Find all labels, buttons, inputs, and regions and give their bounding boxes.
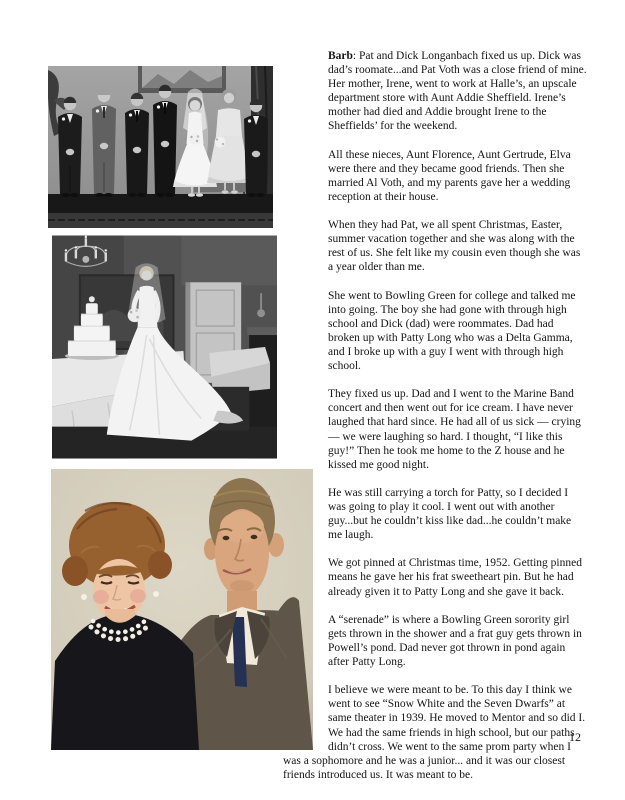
paragraph-text: : Pat and Dick Longanbach fixed us up. Dick was dad’s roomate...and Pat Voth was a close friend of mine. Her mother, Irene, went to work at Halle’s, an upscale department store with Aunt Addie Sheffield. Irene’s mother had died and Addie brought Irene to the Sheffields’ for the weekend. xyxy=(328,50,587,133)
paragraph: She went to Bowling Green for college and talked me into going. The boy she had gone with through high school and Dick (dad) were roommates. Dad had broken up with Patty Long who was a Delta Gamma, and I broke up with a guy I went with through high school. xyxy=(328,289,576,373)
couple-portrait-image xyxy=(51,469,313,750)
paragraph xyxy=(283,49,587,134)
wedding-party-group-photo xyxy=(48,66,273,228)
bride-beside-wedding-cake-photo xyxy=(52,235,277,459)
wedding-party-group-image xyxy=(48,66,273,228)
stage-floor xyxy=(48,194,273,228)
speaker-name: Barb xyxy=(328,50,353,62)
framed-painting xyxy=(138,66,226,93)
paragraph: All these nieces, Aunt Florence, Aunt Gertrude, Elva were there and they became good friends. Then she married Al Voth, and my parents gave her a wedding reception at their house. xyxy=(328,148,571,203)
text-wrap-spacer xyxy=(283,469,328,750)
paragraph: A “serenade” is where a Bowling Green sorority girl gets thrown in the shower and a frat guy gets thrown in Powell’s pond. Dad never got thrown in pond again after Patty Long. xyxy=(328,613,582,669)
bride-cake-image xyxy=(52,235,277,459)
older-couple-portrait-photo xyxy=(51,469,313,750)
paragraph: When they had Pat, we all spent Christmas, Easter, summer vacation together and she was along with the rest of us. She felt like my cousin even though she was a year older than me. xyxy=(328,219,581,274)
paragraph: I believe we were meant to be. To this day I think we went to see “Snow White and the Seven Dwarfs” at same theater in 1939. He moved to Mentor and so did I. We had the same friends in high school, but our paths didn’t cross. We went to the same prom party when I was a sophomore and he was a junior... and it was our closest friends introduced us. It was meant to be. xyxy=(283,684,586,781)
page-number: 12 xyxy=(569,730,581,744)
paragraph: They fixed us up. Dad and I went to the Marine Band concert and then went out for ice cream. I have never laughed that hard since. He had all of us sick — crying — we were laughing so hard. I thought, “I like this guy!” Then he took me home to the Z house and he kissed me good night. xyxy=(328,388,581,471)
paragraph: We got pinned at Christmas time, 1952. Getting pinned means he gave her his frat sweetheart pin. But he had already given it to Patty Long and she gave it back. xyxy=(328,557,582,598)
article-text xyxy=(283,49,587,796)
paragraph: He was still carrying a torch for Patty, so I decided I was going to play it cool. I went out with another guy...but he couldn’t kiss like dad...he couldn’t make me laugh. xyxy=(328,486,572,542)
